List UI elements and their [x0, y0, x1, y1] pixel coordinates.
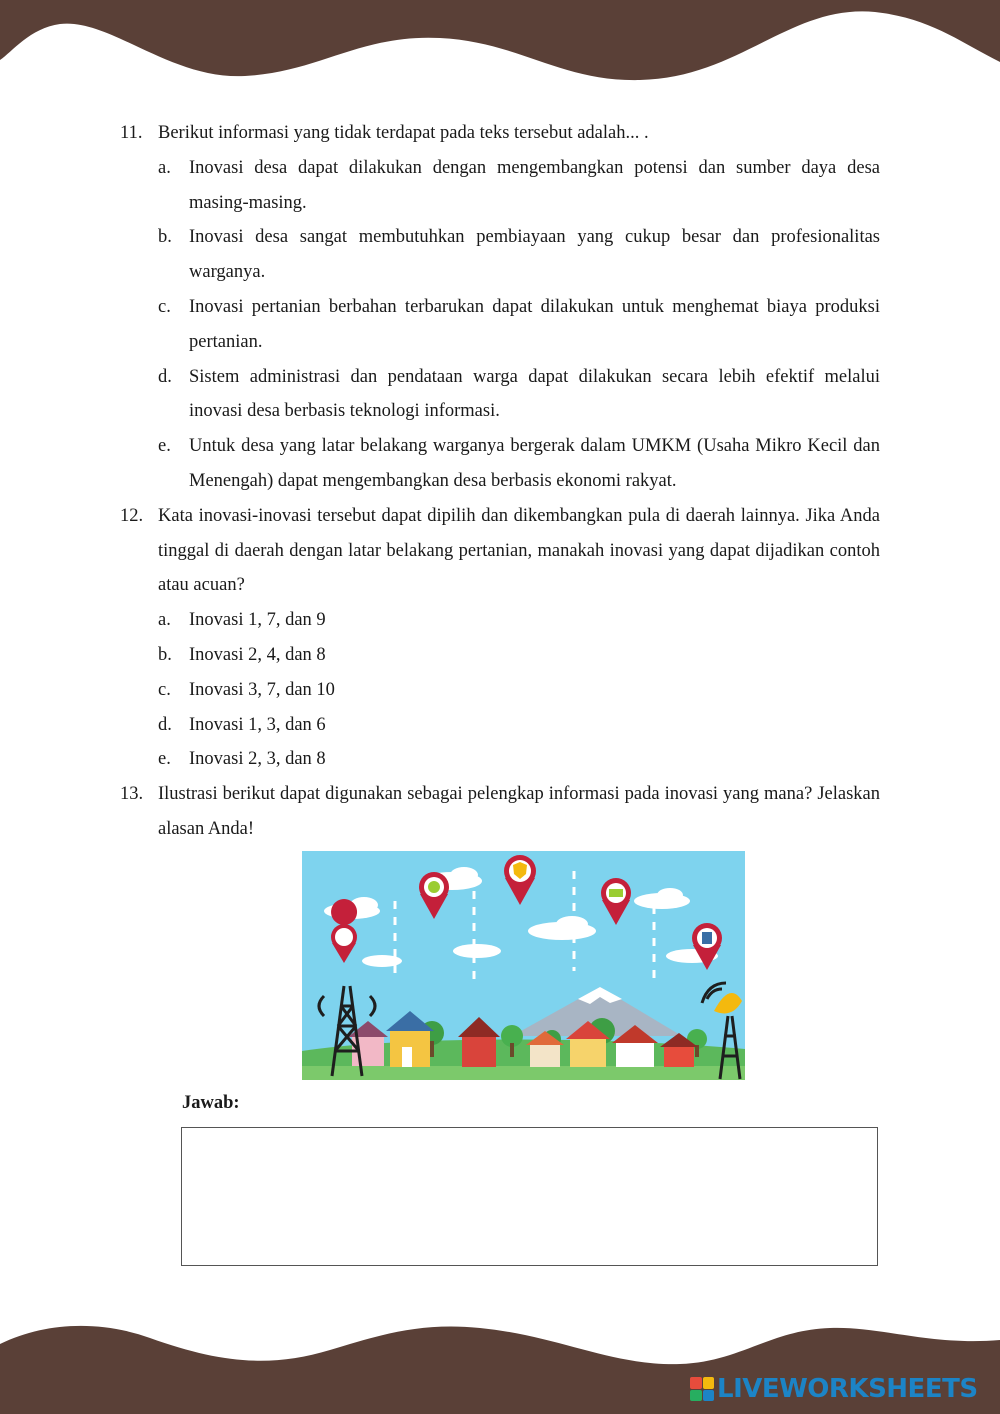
option-letter: b. — [158, 644, 172, 665]
option-text: Inovasi desa dapat dilakukan dengan mengembangkan potensi dan sumber daya desa masing-masing. — [189, 157, 880, 213]
option-letter: b. — [158, 227, 172, 248]
option-letter: a. — [158, 157, 171, 178]
brand-text: LIVEWORKSHEETS — [717, 1374, 978, 1404]
liveworksheets-logo — [690, 1374, 978, 1404]
option-text: Untuk desa yang latar belakang warganya bergerak dalam UMKM (Usaha Mikro Kecil dan Menengah) dapat mengembangkan desa berbasis ekonomi rakyat. — [189, 436, 880, 491]
top-wave-decoration — [0, 0, 1000, 100]
liveworksheets-logo-icon — [690, 1377, 714, 1401]
option-d[interactable] — [158, 708, 880, 743]
option-letter: c. — [158, 679, 171, 700]
question-12 — [120, 499, 880, 777]
option-text: Inovasi 2, 4, dan 8 — [189, 644, 326, 665]
option-text: Inovasi 2, 3, dan 8 — [189, 749, 326, 770]
option-text: Inovasi 1, 3, dan 6 — [189, 714, 326, 735]
option-letter: e. — [158, 749, 171, 770]
option-b[interactable] — [158, 638, 880, 673]
option-text: Inovasi 1, 7, dan 9 — [189, 610, 326, 631]
option-text: Inovasi 3, 7, dan 10 — [189, 679, 335, 700]
question-text: Kata inovasi-inovasi tersebut dapat dipilih dan dikembangkan pula di daerah lainnya. Jika Anda tinggal di daerah dengan latar belakang pertanian, manakah inovasi yang dapat dijadikan contoh atau acuan? — [158, 505, 880, 596]
option-c[interactable] — [158, 290, 880, 360]
option-text: Inovasi pertanian berbahan terbarukan dapat dilakukan untuk menghemat biaya produksi pertanian. — [189, 296, 880, 352]
option-letter: d. — [158, 366, 172, 387]
question-text: Berikut informasi yang tidak terdapat pada teks tersebut adalah... . — [158, 123, 649, 143]
question-number: 12. — [120, 505, 144, 526]
option-text: Sistem administrasi dan pendataan warga dapat dilakukan secara lebih efektif melalui inovasi desa berbasis teknologi informasi. — [189, 366, 880, 422]
option-letter: d. — [158, 714, 172, 735]
question-11 — [120, 116, 880, 499]
answer-label: Jawab: — [182, 1093, 240, 1113]
option-letter: c. — [158, 296, 171, 317]
option-text: Inovasi desa sangat membutuhkan pembiayaan yang cukup besar dan profesionalitas warganya. — [189, 227, 880, 283]
option-letter: e. — [158, 436, 171, 457]
smart-village-illustration — [302, 851, 745, 1080]
option-a[interactable] — [158, 151, 880, 221]
option-letter: a. — [158, 610, 171, 631]
question-text: Ilustrasi berikut dapat digunakan sebagai pelengkap informasi pada inovasi yang mana? Jelaskan alasan Anda! — [158, 784, 880, 839]
question-number: 13. — [120, 784, 144, 805]
question-list — [120, 116, 880, 847]
option-d[interactable] — [158, 360, 880, 430]
option-e[interactable] — [158, 429, 880, 499]
option-c[interactable] — [158, 673, 880, 708]
option-a[interactable] — [158, 603, 880, 638]
answer-input-box[interactable] — [181, 1127, 878, 1266]
option-e[interactable] — [158, 742, 880, 777]
question-13 — [120, 777, 880, 847]
option-b[interactable] — [158, 220, 880, 290]
question-number: 11. — [120, 123, 143, 143]
